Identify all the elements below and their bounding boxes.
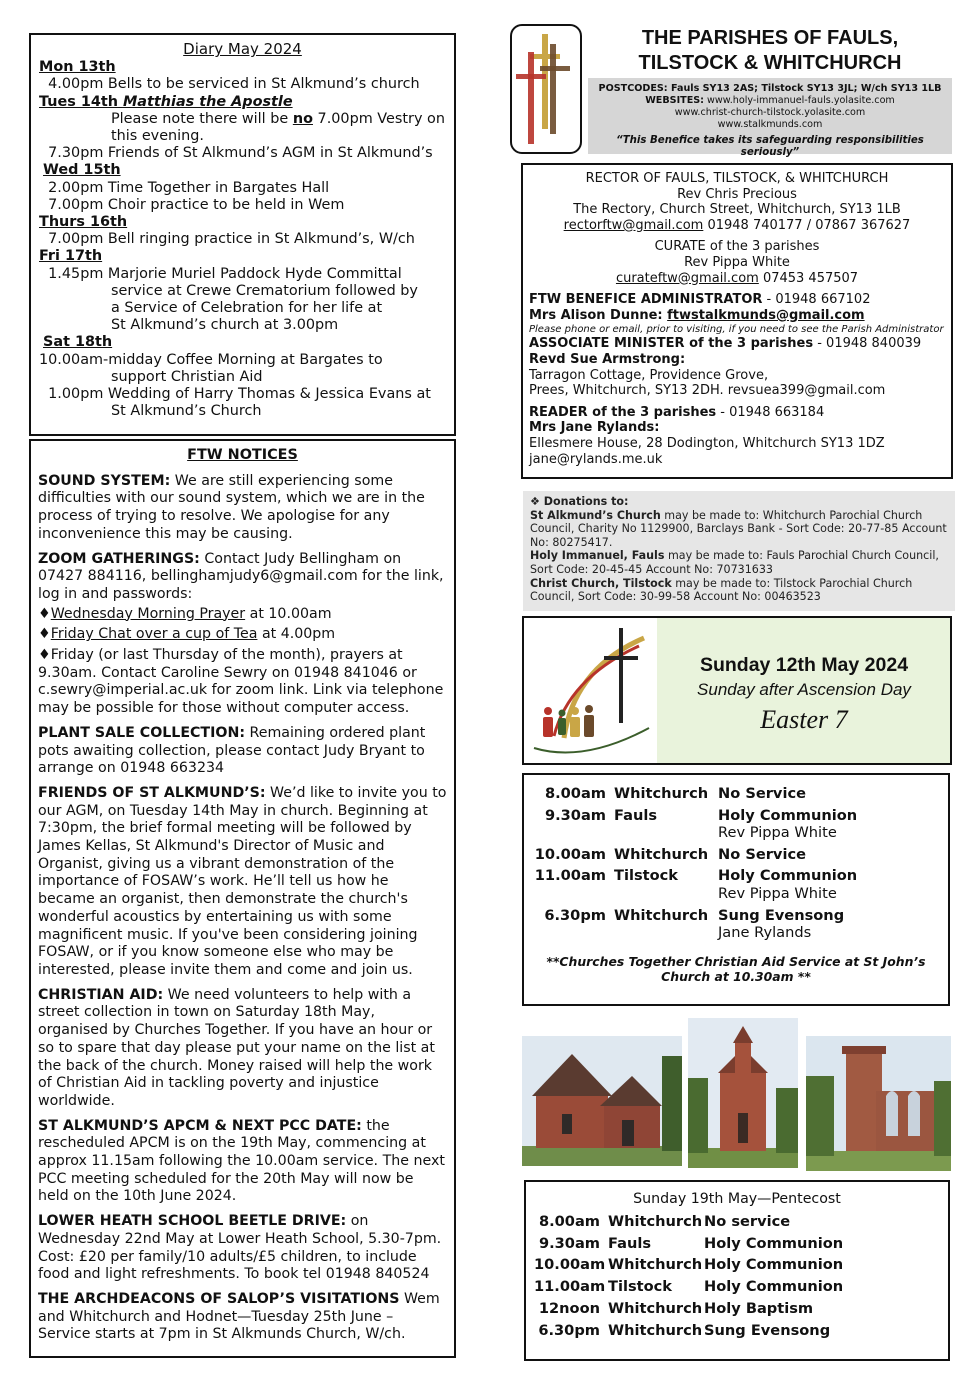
page-title: THE PARISHES OF FAULS, TILSTOCK & WHITCHURCH bbox=[638, 27, 902, 74]
admin-note: Please phone or email, prior to visiting, if you need to see the Parish Administrator bbox=[529, 324, 944, 336]
diary-event-line: service at Crewe Crematorium followed by bbox=[111, 282, 418, 299]
three-crosses-icon bbox=[510, 24, 582, 154]
sunday-date: Sunday 12th May 2024 bbox=[699, 654, 909, 676]
website-link[interactable]: www.stalkmunds.com bbox=[717, 119, 823, 130]
pentecost-title: Sunday 19th May—Pentecost bbox=[633, 1191, 841, 1207]
diary-event: 4.00pm Bells to be serviced in St Alkmund’s church bbox=[39, 76, 420, 93]
website-link[interactable]: www.christ-church-tilstock.yolasite.com bbox=[674, 107, 866, 118]
donation-holy-immanuel: Holy Immanuel, Fauls may be made to: Fauls Parochial Church Council, Sort Code: 20-45-45 Account No: 70731633 bbox=[530, 549, 939, 576]
sunday-subtitle: Sunday after Ascension Day bbox=[697, 680, 911, 699]
services-note: **Churches Together Christian Aid Service at St John’s Church at 10.30am ** bbox=[546, 953, 926, 984]
notice-zoom: ZOOM GATHERINGS: Contact Judy Bellingham on 07427 884116, bellinghamjudy6@gmail.com for the link, log in and passwords: bbox=[38, 550, 444, 602]
pentecost-row: 9.30am Fauls Holy Communion bbox=[538, 1234, 844, 1252]
notice-sound-system: SOUND SYSTEM: We are still experiencing some difficulties with our sound system, which we are in the process of trying to resolve. We apologise for any inconvenience this may be causing. bbox=[38, 472, 425, 542]
pentecost-row: 11.00am Tilstock Holy Communion bbox=[534, 1278, 844, 1296]
curate-heading: CURATE of the 3 parishes bbox=[654, 239, 820, 255]
diary-event-line: support Christian Aid bbox=[111, 368, 263, 385]
service-row: 9.30am Fauls Holy Communion Rev Pippa White bbox=[544, 806, 858, 842]
contacts-panel: RECTOR OF FAULS, TILSTOCK, & WHITCHURCH Rev Chris Precious The Rectory, Church Street, Whitchurch, SY13 1LB rectorftw@gmail.com 01948 740177 / 07867 367627 CURATE of the 3 parishes Rev Pippa White curateftw@gmail.com 07453 457507 FTW BENEFICE ADMINISTRATOR - 01948 667102 Mrs Alison Dunne: ftwstalkmunds@gmail.com Please phone or email, prior to visiting, if you need to see the Parish Administrator ASSOCIATE MINISTER of the 3 parishes - 01948 840039 Revd Sue Armstrong: Tarragon Cottage, Providence Grove, Prees, Whitchurch, SY13 2DH. revsuea399@gmail.com READER of the 3 parishes - 01948 663184 Mrs Jane Rylands: Ellesmere House, 28 Dodington, Whitchurch SY13 1DZ jane@rylands.me.uk bbox=[521, 163, 953, 479]
diary-note: Please note there will be no 7.00pm Vestry on this evening. bbox=[111, 110, 445, 145]
sunday-easter: Easter 7 bbox=[760, 705, 848, 734]
st-alkmunds-church-photo bbox=[806, 1036, 951, 1171]
diary-event: 7.00pm Bell ringing practice in St Alkmund’s, W/ch bbox=[39, 231, 415, 248]
notice-plant-sale: PLANT SALE COLLECTION: Remaining ordered plant pots awaiting collection, please contact Judy Bryant to arrange on 01948 663234 bbox=[38, 724, 426, 777]
service-row: 11.00am Tilstock Holy Communion Rev Pippa White bbox=[534, 867, 858, 902]
notice-zoom-item: ♦Friday Chat over a cup of Tea at 4.00pm bbox=[38, 626, 336, 643]
pentecost-row: 6.30pm Whitchurch Sung Evensong bbox=[538, 1321, 831, 1339]
notice-zoom-item: ♦Friday (or last Thursday of the month), prayers at 9.30am. Contact Caroline Sewry on 01948 841046 or c.sewry@imperial.ac.uk for zoom link. Link via telephone may be possible for those without computer access. bbox=[38, 647, 444, 717]
associate-name: Revd Sue Armstrong: bbox=[529, 351, 686, 367]
notice-friends: FRIENDS OF ST ALKMUND’S: We’d like to invite you to our AGM, on Tuesday 14th May in church. Beginning at 7:30pm, the brief formal meeting will be followed by James Kellas, St Alkmund's Director of Music and Organist, giving us a vibrant demonstration of the importance of FOSAW’s work. He’ll tell us how he became an organist, then demonstrate the church's wonderful acoustics by entertaining us with some magnificent music. If you've been considering joining FOSAW, or if you know someone else who may be interested, please invite them and come and join us. bbox=[38, 784, 447, 978]
pentecost-row: 8.00am Whitchurch No service bbox=[538, 1212, 791, 1230]
rector-address: The Rectory, Church Street, Whitchurch, SY13 1LB bbox=[573, 202, 901, 218]
diary-day-sat: Sat 18th bbox=[43, 334, 113, 351]
postcodes-websites: POSTCODES: Fauls SY13 2AS; Tilstock SY13 3JL; W/ch SY13 1LB WEBSITES: www.holy-immanuel-fauls.yolasite.com www.christ-church-tilstock.yolasite.com www.stalkmunds.com “This Benefice takes its safeguarding responsibilities seriously” bbox=[588, 78, 952, 154]
notice-zoom-item: ♦Wednesday Morning Prayer at 10.00am bbox=[38, 605, 332, 622]
admin-email[interactable]: ftwstalkmunds@gmail.com bbox=[667, 307, 865, 323]
diary-event: 2.00pm Time Together in Bargates Hall bbox=[39, 179, 330, 196]
service-row: 6.30pm Whitchurch Sung Evensong Jane Rylands bbox=[544, 906, 845, 942]
notice-archdeacons: THE ARCHDEACONS OF SALOP’S VISITATIONS Wem and Whitchurch and Hodnet—Tuesday 25th June – Service starts at 7pm in St Alkmunds Church, W/ch. bbox=[38, 1290, 440, 1343]
pentecost-row: 12noon Whitchurch Holy Baptism bbox=[538, 1299, 814, 1317]
curate-email[interactable]: curateftw@gmail.com bbox=[615, 270, 759, 286]
tilstock-church-photo bbox=[688, 1018, 798, 1168]
notices-panel bbox=[29, 439, 456, 1358]
notice-beetle-drive: LOWER HEATH SCHOOL BEETLE DRIVE: on Wednesday 22nd May at Lower Heath School, 5.30-7pm. Cost: £20 per family/10 adults/£5 children, to include food and light refreshments. To book tel 01948 840524 bbox=[38, 1213, 442, 1283]
pentecost-row: 10.00am Whitchurch Holy Communion bbox=[534, 1256, 844, 1274]
diary-event: 1.45pm Marjorie Muriel Paddock Hyde Committal bbox=[39, 265, 402, 282]
sunday-banner bbox=[522, 616, 952, 765]
diary-title: Diary May 2024 bbox=[183, 40, 302, 58]
pentecost-panel bbox=[524, 1180, 950, 1361]
diary-event-line: St Alkmund’s Church bbox=[111, 403, 262, 420]
diary-event-line: St Alkmund’s church at 3.00pm bbox=[111, 317, 339, 334]
diary-day-mon: Mon 13th bbox=[39, 59, 116, 76]
reader-email[interactable]: jane@rylands.me.uk bbox=[529, 451, 663, 467]
reader-name: Mrs Jane Rylands: bbox=[529, 420, 660, 436]
service-row: 8.00am Whitchurch No Service bbox=[544, 785, 806, 802]
rector-name: Rev Chris Precious bbox=[677, 186, 797, 202]
diary-day-tue: Tues 14th Matthias the Apostle bbox=[39, 93, 293, 110]
diary-event: 7.00pm Choir practice to be held in Wem bbox=[39, 196, 345, 213]
service-row: 10.00am Whitchurch No Service bbox=[534, 845, 806, 863]
services-panel bbox=[522, 773, 950, 1006]
parish-header bbox=[510, 24, 955, 158]
diary-event: 1.00pm Wedding of Harry Thomas & Jessica Evans at bbox=[39, 386, 431, 403]
donations-panel: ❖ Donations to: St Alkmund’s Church may be made to: Whitchurch Parochial Church Council, Charity No 1129900, Barclays Bank - Sort Code: 20-77-85 Account No: 80275417. Holy Immanuel, Fauls may be made to: Fauls Parochial Church Council, Sort Code: 20-45-45 Account No: 70731633 Christ Church, Tilstock may be made to: Tilstock Parochial Church Council, Sort Code: 30-99-58 Account No: 00463523 bbox=[523, 491, 955, 611]
notices-title: FTW NOTICES bbox=[187, 447, 298, 463]
diary-day-fri: Fri 17th bbox=[39, 248, 103, 265]
rector-heading: RECTOR OF FAULS, TILSTOCK, & WHITCHURCH bbox=[585, 171, 889, 186]
donation-st-alkmunds: St Alkmund’s Church may be made to: Whitchurch Parochial Church Council, Charity No 1129900, Barclays Bank - Sort Code: 20-77-85 Account No: 80275417. bbox=[530, 508, 947, 549]
fauls-church-photo bbox=[522, 1036, 682, 1166]
diary-event-line: a Service of Celebration for her life at bbox=[111, 300, 383, 317]
donation-christ-church: Christ Church, Tilstock may be made to: Tilstock Parochial Church Council, Sort Code: 30-99-58 Account No: 00463523 bbox=[530, 576, 913, 604]
notice-apcm: ST ALKMUND’S APCM & NEXT PCC DATE: the rescheduled APCM is on the 19th May, commencing at approx 11.15am following the 10.00am service. The next PCC meeting scheduled for the 20th May will now be held on the 10th June 2024. bbox=[38, 1117, 445, 1205]
diary-day-wed: Wed 15th bbox=[43, 162, 121, 179]
website-link[interactable]: www.holy-immanuel-fauls.yolasite.com bbox=[704, 95, 895, 106]
diary-day-thu: Thurs 16th bbox=[39, 214, 128, 231]
rector-email[interactable]: rectorftw@gmail.com bbox=[563, 217, 704, 233]
safeguarding-statement: “This Benefice takes its safeguarding responsibilities seriously” bbox=[616, 135, 924, 158]
curate-name: Rev Pippa White bbox=[684, 254, 790, 270]
notice-christian-aid: CHRISTIAN AID: We need volunteers to help with a street collection in town on Saturday 18th May, organised by Churches Together. If you have an hour or so to spare that day please put your name on the list at the back of the church. Money raised will help the work of Christian Aid in tackling poverty and injustice worldwide. bbox=[38, 986, 435, 1109]
diary-event: 10.00am- midday Coffee Morning at Bargates to bbox=[39, 351, 383, 368]
diary-event: 7.30pm Friends of St Alkmund’s AGM in St Alkmund’s bbox=[39, 145, 433, 162]
diary-panel bbox=[29, 33, 456, 436]
church-family-icon bbox=[524, 618, 657, 763]
